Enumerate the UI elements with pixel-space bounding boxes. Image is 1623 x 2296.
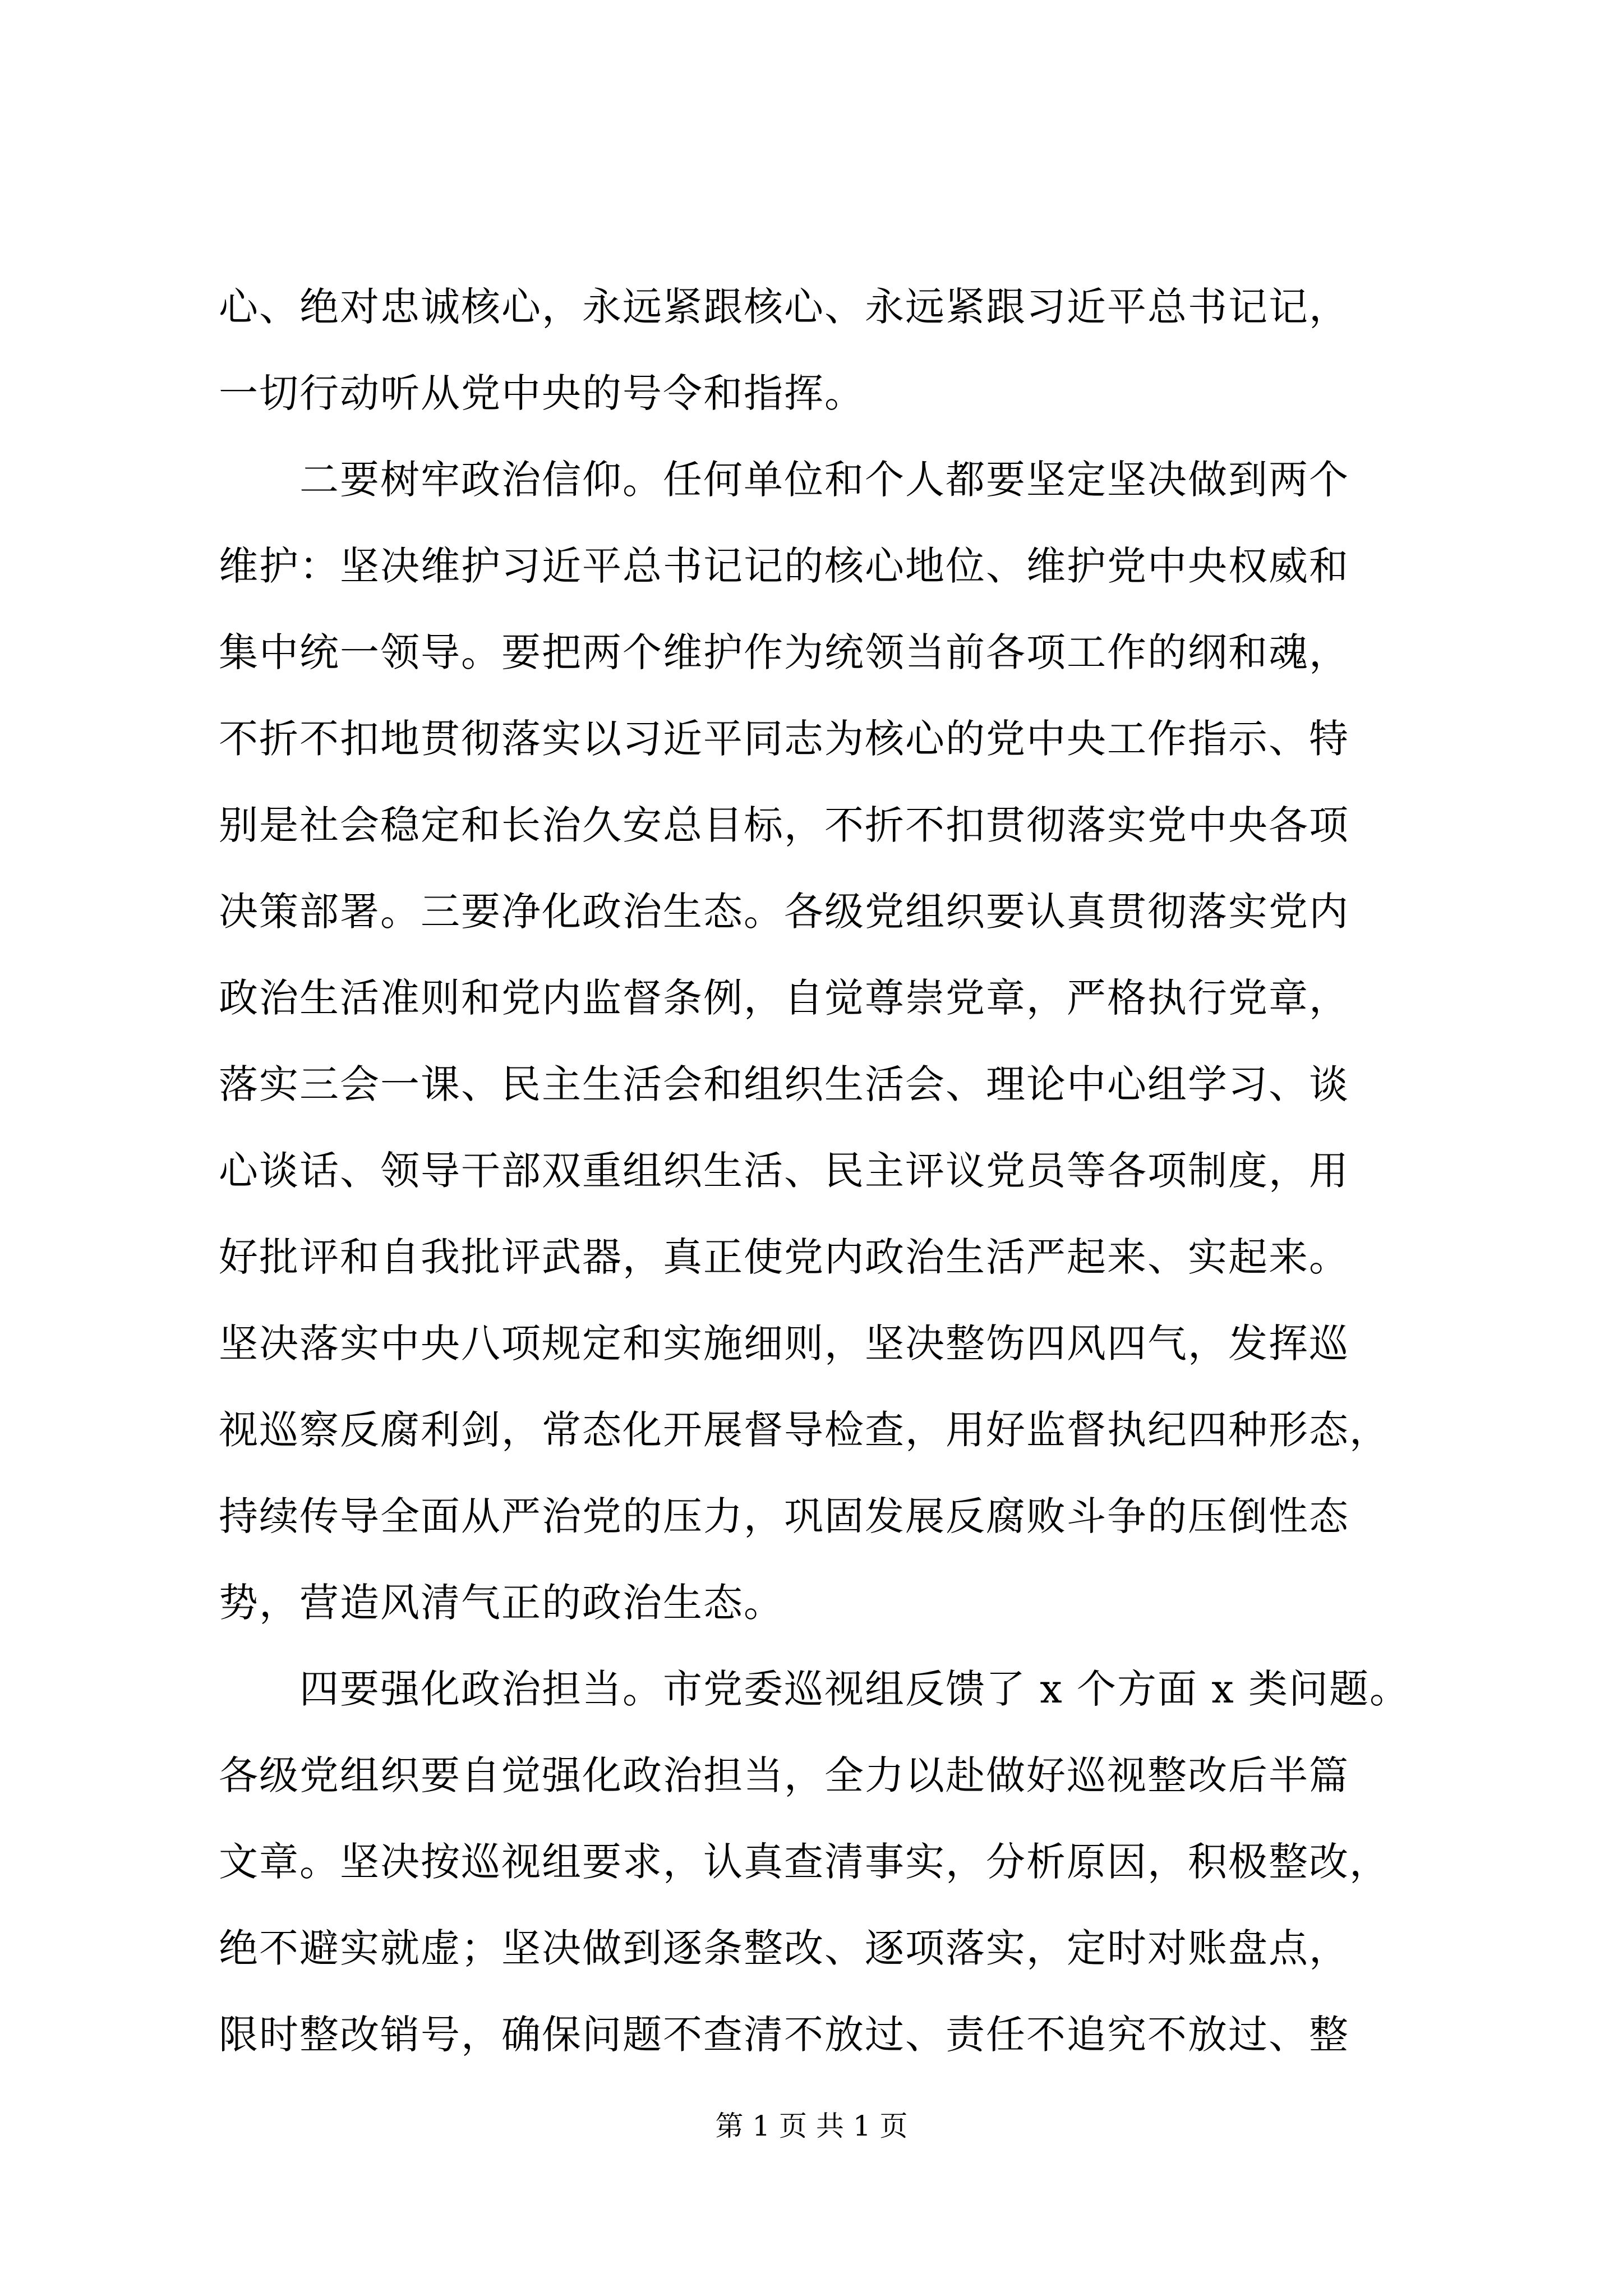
- text-line-13: 坚决落实中央八项规定和实施细则，坚决整饬四风四气，发挥巡: [219, 1320, 1349, 1366]
- text-line-14: 视巡察反腐利剑，常态化开展督导检查，用好监督执纪四种形态，: [219, 1407, 1390, 1453]
- text-line-5: 集中统一领导。要把两个维护作为统领当前各项工作的纲和魂，: [219, 629, 1349, 675]
- page-footer: 第 1 页 共 1 页: [715, 2110, 908, 2142]
- text-line-1: 心、绝对忠诚核心，永远紧跟核心、永远紧跟习近平总书记记，: [219, 284, 1349, 330]
- text-line-15: 持续传导全面从严治党的压力，巩固发展反腐败斗争的压倒性态: [219, 1493, 1349, 1539]
- text-line-12: 好批评和自我批评武器，真正使党内政治生活严起来、实起来。: [219, 1234, 1349, 1280]
- text-line-17: 四要强化政治担当。市党委巡视组反馈了 x 个方面 x 类问题。: [219, 1666, 1410, 1712]
- text-line-21: 限时整改销号，确保问题不查清不放过、责任不追究不放过、整: [219, 2012, 1349, 2058]
- text-line-8: 决策部署。三要净化政治生态。各级党组织要认真贯彻落实党内: [219, 889, 1349, 935]
- text-line-16: 势，营造风清气正的政治生态。: [219, 1580, 784, 1626]
- text-line-11: 心谈话、领导干部双重组织生活、民主评议党员等各项制度，用: [219, 1148, 1349, 1194]
- text-line-4: 维护：坚决维护习近平总书记记的核心地位、维护党中央权威和: [219, 543, 1349, 589]
- text-line-10: 落实三会一课、民主生活会和组织生活会、理论中心组学习、谈: [219, 1061, 1349, 1107]
- document-body: [219, 264, 1408, 2078]
- text-line-2: 一切行动听从党中央的号令和指挥。: [219, 370, 865, 416]
- text-line-18: 各级党组织要自觉强化政治担当，全力以赴做好巡视整改后半篇: [219, 1752, 1349, 1798]
- text-line-19: 文章。坚决按巡视组要求，认真查清事实，分析原因，积极整改，: [219, 1839, 1390, 1885]
- text-line-20: 绝不避实就虚；坚决做到逐条整改、逐项落实，定时对账盘点，: [219, 1925, 1349, 1971]
- text-line-9: 政治生活准则和党内监督条例，自觉尊崇党章，严格执行党章，: [219, 975, 1349, 1021]
- text-line-3: 二要树牢政治信仰。任何单位和个人都要坚定坚决做到两个: [219, 457, 1349, 503]
- text-line-6: 不折不扣地贯彻落实以习近平同志为核心的党中央工作指示、特: [219, 716, 1349, 762]
- text-line-7: 别是社会稳定和长治久安总目标，不折不扣贯彻落实党中央各项: [219, 802, 1349, 848]
